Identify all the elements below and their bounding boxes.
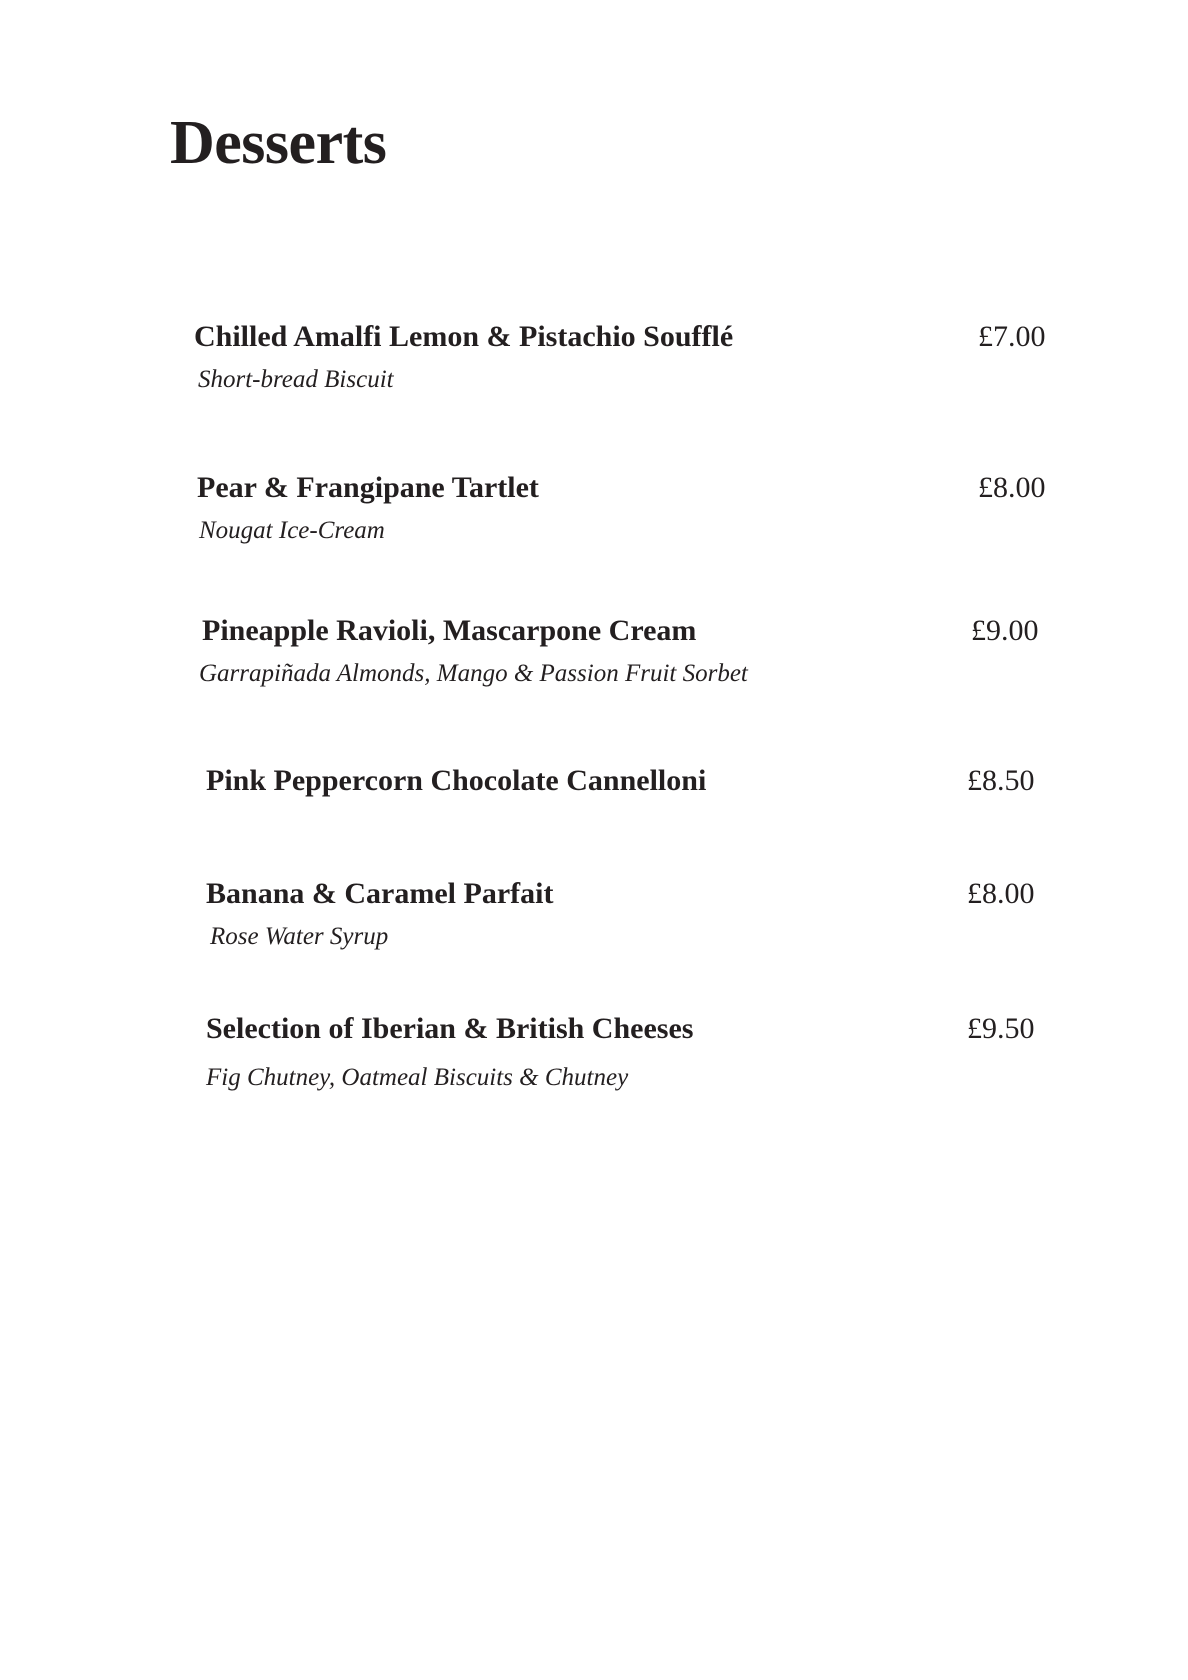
- menu-item-name: Pink Peppercorn Chocolate Cannelloni: [206, 764, 707, 797]
- menu-item-name: Pear & Frangipane Tartlet: [197, 471, 539, 504]
- menu-item-description: Fig Chutney, Oatmeal Biscuits & Chutney: [206, 1063, 629, 1091]
- menu-item-name: Banana & Caramel Parfait: [206, 877, 554, 910]
- menu-item-name: Pineapple Ravioli, Mascarpone Cream: [202, 614, 697, 647]
- menu-item-price: £8.00: [967, 877, 1035, 910]
- menu-item: [206, 877, 1086, 952]
- menu-item-price: £8.50: [967, 764, 1035, 797]
- page-title: Desserts: [170, 109, 387, 177]
- menu-item-price: £9.00: [971, 614, 1039, 647]
- menu-item-price: £9.50: [967, 1012, 1035, 1045]
- menu-item-description: Nougat Ice-Cream: [199, 516, 385, 544]
- menu-item-price: £8.00: [978, 471, 1046, 504]
- menu-item-description: Garrapiñada Almonds, Mango & Passion Fruit Sorbet: [199, 659, 748, 687]
- menu-item-description: Rose Water Syrup: [210, 922, 389, 950]
- menu-item-price: £7.00: [978, 320, 1046, 353]
- menu-item: [206, 1012, 1086, 1093]
- menu-item-description: Short-bread Biscuit: [198, 365, 394, 393]
- menu-item: [199, 614, 1082, 689]
- menu-item-name: Chilled Amalfi Lemon & Pistachio Soufflé: [194, 320, 734, 353]
- menu-item: [194, 320, 1074, 395]
- menu-item-name: Selection of Iberian & British Cheeses: [206, 1012, 694, 1045]
- menu-item: [206, 764, 1086, 799]
- menu-item: [197, 471, 1077, 546]
